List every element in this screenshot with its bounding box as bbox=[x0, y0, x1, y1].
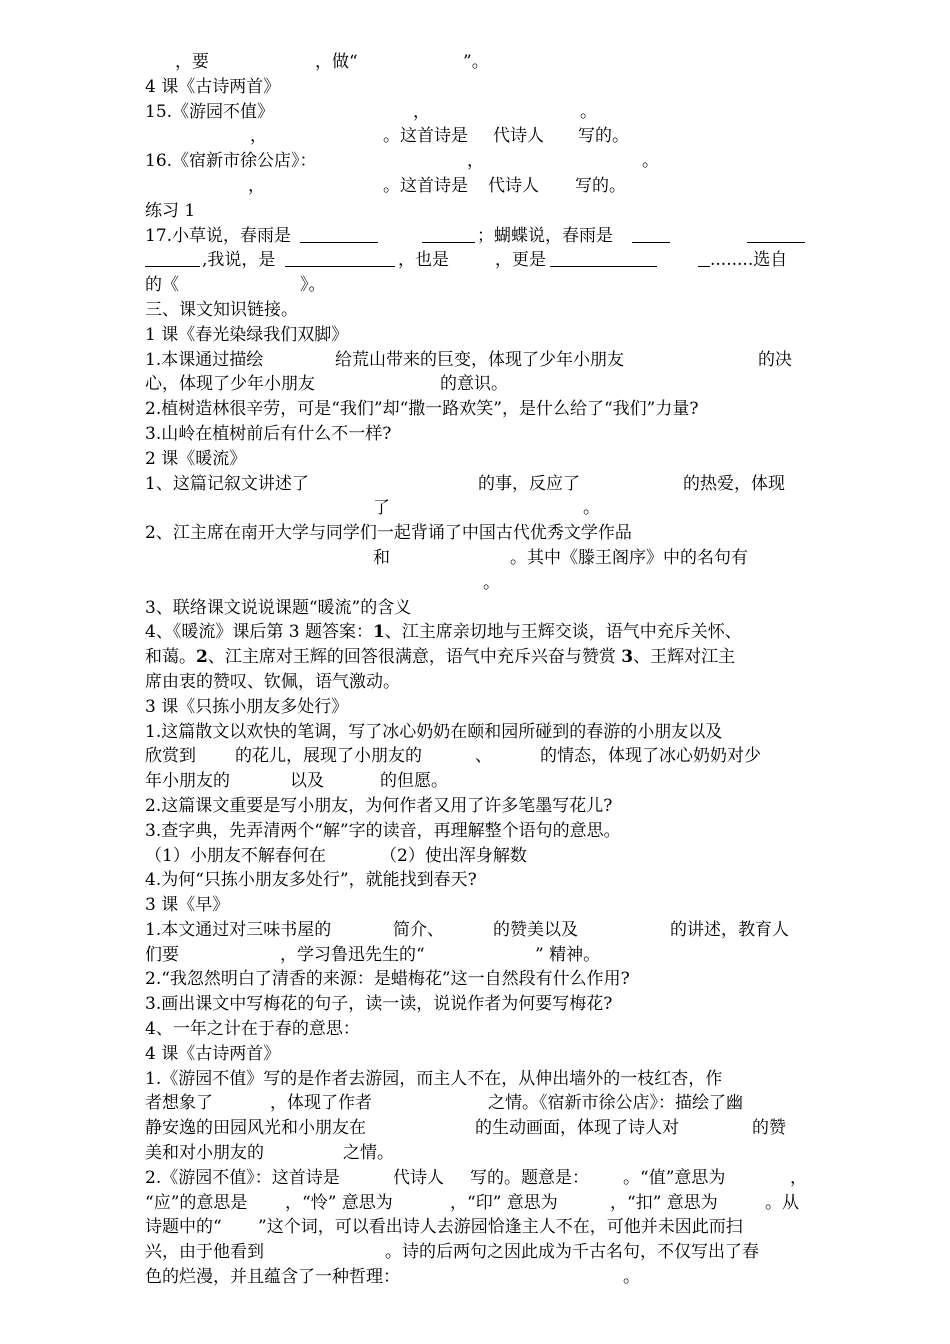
text-line bbox=[145, 596, 810, 621]
text-line bbox=[145, 149, 810, 174]
text-segment: 之情。 bbox=[343, 1143, 394, 1164]
text-segment: 席由衷的赞叹、钦佩，语气激动。 bbox=[145, 671, 400, 692]
text-segment: 2.《游园不值》：这首诗是 bbox=[145, 1167, 340, 1188]
text-line bbox=[145, 372, 810, 397]
text-segment: 1.本课通过描绘 bbox=[145, 349, 264, 370]
text-segment: 的决 bbox=[758, 349, 792, 370]
text-segment: 们要 bbox=[145, 944, 179, 965]
text-segment: 2.这篇课文重要是写小朋友，为何作者又用了许多笔墨写花儿? bbox=[145, 795, 613, 816]
text-line bbox=[145, 100, 810, 125]
text-segment: 练习 1 bbox=[145, 200, 196, 221]
answer-blank bbox=[145, 248, 200, 273]
text-segment: 和 bbox=[373, 547, 390, 568]
text-segment: 的事，反应了 bbox=[478, 473, 580, 494]
text-segment: 、 bbox=[475, 746, 492, 767]
text-line bbox=[145, 422, 810, 447]
text-segment: 15.《游园不值》 bbox=[145, 101, 275, 122]
text-segment: ........选自 bbox=[710, 250, 788, 271]
text-segment: ，“扣” 意思为 bbox=[610, 1192, 718, 1213]
text-line bbox=[145, 918, 810, 943]
text-segment: 4.为何“只拣小朋友多处行”，就能找到春天? bbox=[145, 870, 477, 891]
text-line bbox=[145, 1141, 810, 1166]
text-line bbox=[145, 174, 810, 199]
text-line bbox=[145, 967, 810, 992]
text-line bbox=[145, 1067, 810, 1092]
text-line bbox=[145, 819, 810, 844]
text-segment: 2.植树造林很辛劳，可是“我们”却“撒一路欢笑”，是什么给了“我们”力量? bbox=[145, 399, 699, 420]
text-segment: 4 课《古诗两首》 bbox=[145, 76, 281, 97]
answer-blank bbox=[422, 224, 475, 249]
text-segment: 心，体现了少年小朋友 bbox=[145, 374, 315, 395]
text-line bbox=[145, 521, 810, 546]
text-line bbox=[145, 199, 810, 224]
text-segment: ，要 bbox=[175, 52, 209, 72]
text-segment: 的讲述，教育人 bbox=[670, 919, 789, 940]
text-segment: ，学习鲁迅先生的“ bbox=[280, 944, 425, 965]
text-line bbox=[145, 695, 810, 720]
text-segment: 代诗人 bbox=[393, 1167, 444, 1188]
text-segment: 美和对小朋友的 bbox=[145, 1143, 264, 1164]
text-segment: 。 bbox=[642, 151, 659, 172]
text-line bbox=[145, 323, 810, 348]
text-segment: 静安逸的田园风光和小朋友在 bbox=[145, 1118, 366, 1139]
text-segment: 诗题中的“ bbox=[145, 1217, 222, 1238]
text-segment: 的意识。 bbox=[440, 374, 508, 395]
answer-blank bbox=[747, 224, 805, 249]
text-segment: 3.画出课文中写梅花的句子，读一读，说说作者为何要写梅花? bbox=[145, 994, 613, 1015]
text-segment: 的生动画面，体现了诗人对 bbox=[475, 1118, 679, 1139]
text-line bbox=[145, 546, 810, 571]
text-segment: 。这首诗是 bbox=[383, 175, 468, 196]
text-segment: 。 bbox=[583, 498, 600, 519]
text-line bbox=[145, 248, 810, 273]
answer-blank bbox=[632, 224, 670, 249]
text-segment: 17.小草说，春雨是 bbox=[145, 225, 292, 246]
text-line bbox=[145, 75, 810, 100]
text-segment: 兴，由于他看到 bbox=[145, 1242, 264, 1263]
answer-blank bbox=[550, 248, 657, 273]
text-line bbox=[145, 620, 810, 645]
text-line bbox=[145, 224, 810, 249]
text-segment: 。诗的后两句之因此成为千古名句，不仅写出了春 bbox=[385, 1242, 759, 1263]
text-line bbox=[145, 794, 810, 819]
answer-blank bbox=[300, 224, 378, 249]
text-segment: 写的。题意是： bbox=[470, 1167, 589, 1188]
text-line bbox=[145, 769, 810, 794]
text-line bbox=[145, 1215, 810, 1240]
answer-blank bbox=[285, 248, 395, 273]
document-page bbox=[145, 50, 810, 1290]
text-segment: 1.《游园不值》写的是作者去游园，而主人不在，从伸出墙外的一枝红杏，作 bbox=[145, 1068, 723, 1089]
text-segment: 。 bbox=[623, 1267, 640, 1288]
text-line bbox=[145, 744, 810, 769]
text-segment: ，“印” 意思为 bbox=[450, 1192, 558, 1213]
text-line bbox=[145, 645, 810, 670]
text-line bbox=[145, 844, 810, 869]
text-segment: 的情态，体现了冰心奶奶对少 bbox=[540, 746, 761, 767]
text-segment: ；蝴蝶说，春雨是 bbox=[477, 225, 613, 246]
text-line bbox=[145, 348, 810, 373]
text-segment: 了 bbox=[373, 498, 390, 519]
text-line bbox=[145, 720, 810, 745]
text-segment: 写的。 bbox=[578, 126, 629, 147]
text-segment: ， bbox=[250, 126, 267, 147]
text-line bbox=[145, 124, 810, 149]
text-segment: （1）小朋友不解春何在 bbox=[145, 845, 326, 866]
text-segment: 代诗人 bbox=[488, 175, 539, 196]
text-segment: 的《 bbox=[145, 275, 179, 296]
text-segment: （2）使出浑身解数 bbox=[380, 845, 527, 866]
text-segment: 和蔼。2、江主席对王辉的回答很满意，语气中充斥兴奋与赞赏 3、王辉对江主 bbox=[145, 647, 736, 668]
text-segment: 2、江主席在南开大学与同学们一起背诵了中国古代优秀文学作品 bbox=[145, 523, 632, 544]
text-line bbox=[145, 273, 810, 298]
text-segment: 16.《宿新市徐公店》： bbox=[145, 151, 317, 172]
text-segment: 3、联络课文说说课题“暖流”的含义 bbox=[145, 597, 412, 618]
text-line bbox=[145, 868, 810, 893]
text-segment: 代诗人 bbox=[493, 126, 544, 147]
text-segment: 4、《暖流》课后第 3 题答案：1、江主席亲切地与王辉交谈，语气中充斥关怀、 bbox=[145, 622, 742, 643]
text-segment: 。这首诗是 bbox=[383, 126, 468, 147]
text-segment: 。 bbox=[580, 101, 597, 122]
text-segment: ，更是 bbox=[495, 250, 546, 271]
text-line bbox=[145, 943, 810, 968]
text-line bbox=[145, 1116, 810, 1141]
text-segment: ， bbox=[790, 1167, 807, 1188]
text-line bbox=[145, 992, 810, 1017]
text-segment: 。其中《滕王阁序》中的名句有 bbox=[510, 547, 748, 568]
text-line bbox=[145, 1265, 810, 1290]
text-segment: ，做“ bbox=[315, 52, 358, 72]
text-line bbox=[145, 1042, 810, 1067]
text-segment: 的热爱，体现 bbox=[683, 473, 785, 494]
text-line bbox=[145, 496, 810, 521]
text-segment: 3.山岭在植树前后有什么不一样? bbox=[145, 423, 392, 444]
text-line bbox=[145, 298, 810, 323]
text-segment: ，体现了作者 bbox=[270, 1093, 372, 1114]
text-segment: 2 课《暖流》 bbox=[145, 448, 247, 469]
text-segment: ，也是 bbox=[398, 250, 449, 271]
text-segment: 的赞美以及 bbox=[493, 919, 578, 940]
text-segment: 1 课《春光染绿我们双脚》 bbox=[145, 324, 349, 345]
text-segment: 色的烂漫，并且蕴含了一种哲理： bbox=[145, 1267, 400, 1288]
text-segment: 的花儿，展现了小朋友的 bbox=[235, 746, 422, 767]
text-line bbox=[145, 893, 810, 918]
text-line bbox=[145, 1017, 810, 1042]
text-segment: 三、课文知识链接。 bbox=[145, 299, 298, 320]
text-segment: 欣赏到 bbox=[145, 746, 196, 767]
text-segment: ， bbox=[467, 151, 484, 172]
text-segment: ”这个词，可以看出诗人去游园恰逢主人不在，可他并未因此而扫 bbox=[258, 1217, 743, 1238]
text-segment: 者想象了 bbox=[145, 1093, 213, 1114]
text-segment: “应”的意思是 bbox=[145, 1192, 248, 1213]
text-segment: 1、这篇记叙文讲述了 bbox=[145, 473, 309, 494]
text-segment: ,我说，是 bbox=[202, 250, 276, 271]
text-line bbox=[145, 472, 810, 497]
text-segment: 4 课《古诗两首》 bbox=[145, 1043, 281, 1064]
text-segment: 。“值”意思为 bbox=[623, 1167, 726, 1188]
text-segment: 的但愿。 bbox=[380, 771, 448, 792]
text-segment: ，“怜” 意思为 bbox=[285, 1192, 393, 1213]
text-segment: 以及 bbox=[290, 771, 324, 792]
text-segment: 1.本文通过对三味书屋的 bbox=[145, 919, 332, 940]
text-segment: 简介、 bbox=[393, 919, 444, 940]
text-line bbox=[145, 50, 810, 75]
text-line bbox=[145, 571, 810, 596]
text-segment: 。 bbox=[483, 572, 500, 593]
text-segment: 2.“我忽然明白了清香的来源：是蜡梅花”这一自然段有什么作用? bbox=[145, 969, 630, 990]
text-line bbox=[145, 397, 810, 422]
text-segment: 3 课《只拣小朋友多处行》 bbox=[145, 696, 349, 717]
text-segment: 的赞 bbox=[752, 1118, 786, 1139]
text-line bbox=[145, 1091, 810, 1116]
text-line bbox=[145, 670, 810, 695]
text-line bbox=[145, 1191, 810, 1216]
text-segment: 年小朋友的 bbox=[145, 771, 230, 792]
text-segment: ， bbox=[248, 175, 265, 196]
text-segment: 3.查字典，先弄清两个“解”字的读音，再理解整个语句的意思。 bbox=[145, 820, 621, 841]
text-segment: 给荒山带来的巨变，体现了少年小朋友 bbox=[335, 349, 624, 370]
text-segment: ”。 bbox=[463, 52, 489, 72]
text-segment: ， bbox=[413, 101, 430, 122]
text-segment: 3 课《早》 bbox=[145, 895, 230, 916]
text-segment: 》。 bbox=[300, 275, 326, 296]
answer-blank bbox=[698, 248, 710, 273]
text-line bbox=[145, 447, 810, 472]
text-segment: ” 精神。 bbox=[535, 944, 601, 965]
text-segment: 。从 bbox=[765, 1192, 799, 1213]
text-segment: 之情。《宿新市徐公店》：描绘了幽 bbox=[488, 1093, 743, 1114]
text-segment: 1.这篇散文以欢快的笔调，写了冰心奶奶在颐和园所碰到的春游的小朋友以及 bbox=[145, 721, 723, 742]
text-segment: 4、一年之计在于春的意思： bbox=[145, 1019, 360, 1040]
text-segment: 写的。 bbox=[575, 175, 626, 196]
text-line bbox=[145, 1240, 810, 1265]
text-line bbox=[145, 1166, 810, 1191]
